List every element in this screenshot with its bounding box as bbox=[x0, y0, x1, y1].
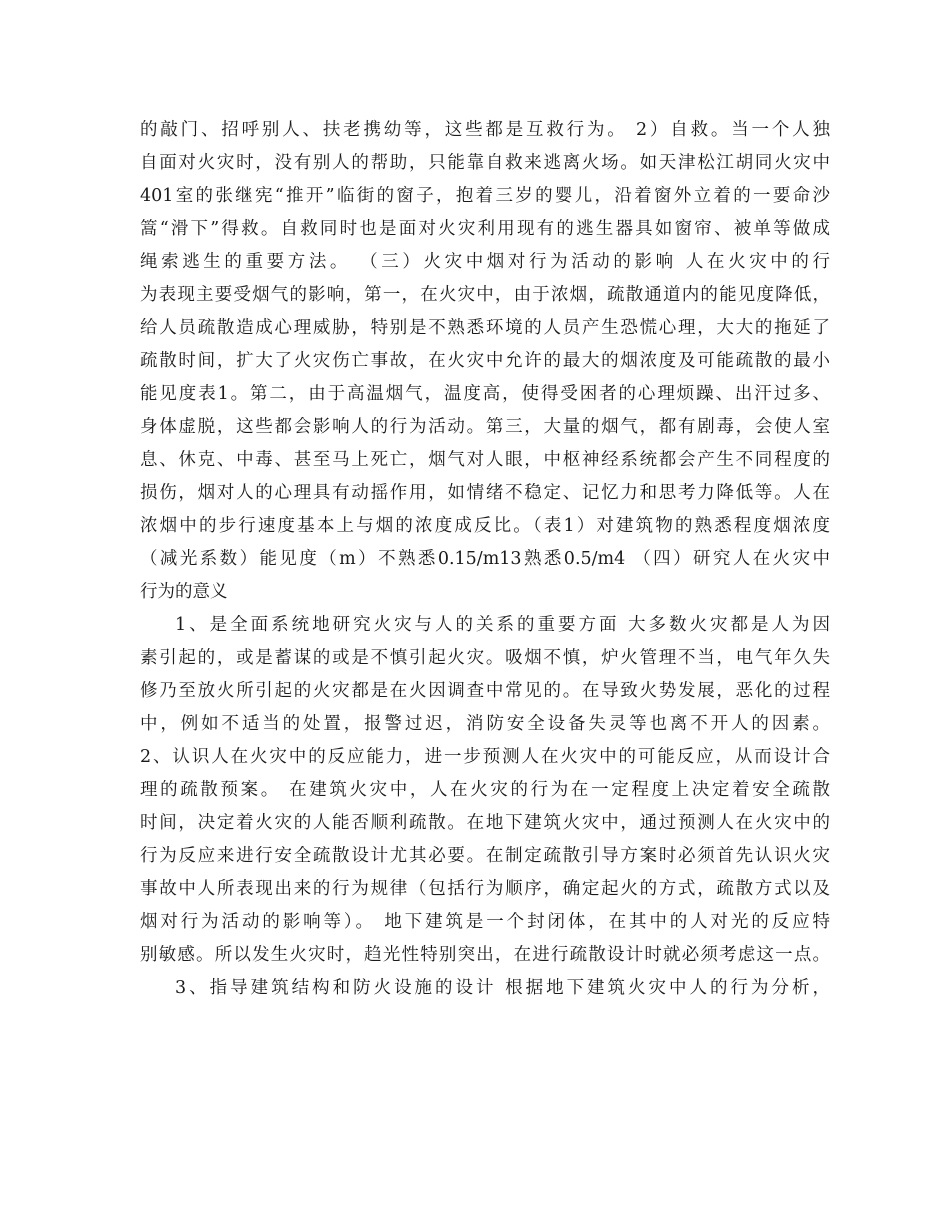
text-line: 别敏感。所以发生火灾时，趋光性特别突出，在进行疏散设计时就必须考虑这一点。 bbox=[140, 945, 830, 965]
text-line: 1、是全面系统地研究火灾与人的关系的重要方面 大多数火灾都是人为因 bbox=[175, 615, 830, 635]
text-line: 事故中人所表现出来的行为规律（包括行为顺序，确定起火的方式，疏散方式以及 bbox=[140, 879, 830, 899]
text-line: 损伤，烟对人的心理具有动摇作用，如情绪不稳定、记忆力和思考力降低等。人在 bbox=[140, 483, 830, 503]
text-line: 篙“滑下”得救。自救同时也是面对火灾利用现有的逃生器具如窗帘、被单等做成 bbox=[140, 219, 830, 239]
text-line: 素引起的，或是蓄谋的或是不慎引起火灾。吸烟不慎，炉火管理不当，电气年久失 bbox=[140, 648, 830, 668]
text-line: 为表现主要受烟气的影响，第一，在火灾中，由于浓烟，疏散通道内的能见度降低， bbox=[140, 285, 830, 305]
text-line: 2、认识人在火灾中的反应能力，进一步预测人在火灾中的可能反应，从而设计合 bbox=[140, 747, 830, 767]
text-line: 修乃至放火所引起的火灾都是在火因调查中常见的。在导致火势发展，恶化的过程 bbox=[140, 681, 830, 701]
text-line: 浓烟中的步行速度基本上与烟的浓度成反比。（表1）对建筑物的熟悉程度烟浓度 bbox=[140, 516, 830, 536]
text-line: 自面对火灾时，没有别人的帮助，只能靠自救来逃离火场。如天津松江胡同火灾中 bbox=[140, 153, 830, 173]
text-line: 给人员疏散造成心理威胁，特别是不熟悉环境的人员产生恐慌心理，大大的拖延了 bbox=[140, 318, 830, 338]
text-line: 3、指导建筑结构和防火设施的设计 根据地下建筑火灾中人的行为分析， bbox=[175, 978, 830, 998]
text-line: 的敲门、招呼别人、扶老携幼等，这些都是互救行为。 2）自救。当一个人独 bbox=[140, 120, 830, 140]
text-line: （减光系数）能见度（m）不熟悉0.15/m13熟悉0.5/m4 （四）研究人在火灾中 bbox=[140, 549, 830, 569]
text-line: 绳索逃生的重要方法。 （三）火灾中烟对行为活动的影响 人在火灾中的行 bbox=[140, 252, 830, 272]
text-line: 息、休克、中毒、甚至马上死亡，烟气对人眼，中枢神经系统都会产生不同程度的 bbox=[140, 450, 830, 470]
text-line: 行为的意义 bbox=[140, 582, 228, 602]
document-body bbox=[140, 114, 830, 1005]
text-line: 中，例如不适当的处置，报警过迟，消防安全设备失灵等也离不开人的因素。 bbox=[140, 714, 830, 734]
text-line: 理的疏散预案。 在建筑火灾中，人在火灾的行为在一定程度上决定着安全疏散 bbox=[140, 780, 830, 800]
text-line: 疏散时间，扩大了火灾伤亡事故，在火灾中允许的最大的烟浓度及可能疏散的最小 bbox=[140, 351, 830, 371]
text-line: 401室的张继宪“推开”临街的窗子，抱着三岁的婴儿，沿着窗外立着的一要命沙 bbox=[140, 186, 830, 206]
text-line: 时间，决定着火灾的人能否顺利疏散。在地下建筑火灾中，通过预测人在火灾中的 bbox=[140, 813, 830, 833]
text-line: 能见度表1。第二，由于高温烟气，温度高，使得受困者的心理烦躁、出汗过多、 bbox=[140, 384, 830, 404]
text-line: 行为反应来进行安全疏散设计尤其必要。在制定疏散引导方案时必须首先认识火灾 bbox=[140, 846, 830, 866]
text-line: 身体虚脱，这些都会影响人的行为活动。第三，大量的烟气，都有剧毒，会使人室 bbox=[140, 417, 830, 437]
text-line: 烟对行为活动的影响等）。 地下建筑是一个封闭体，在其中的人对光的反应特 bbox=[140, 912, 830, 932]
